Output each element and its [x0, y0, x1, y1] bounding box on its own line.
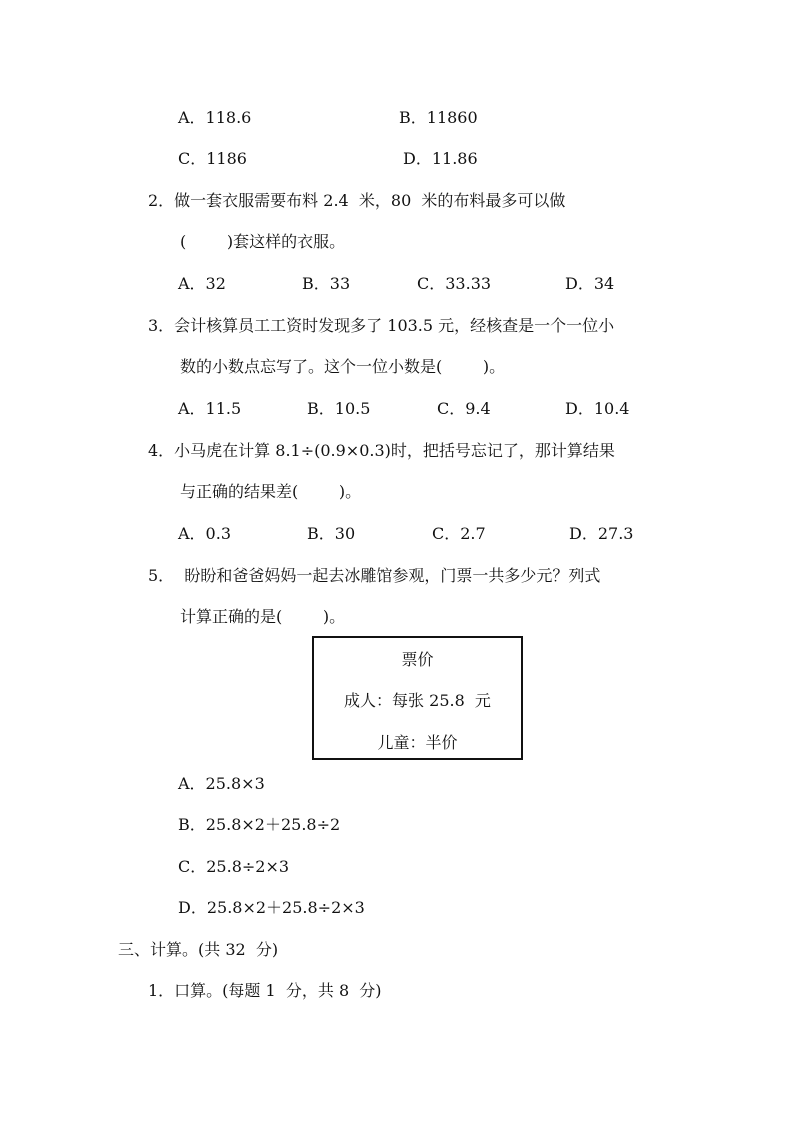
q4-option-b: B．30	[307, 524, 356, 543]
q2-option-c: C．33.33	[417, 274, 492, 293]
q3-option-b: B．10.5	[307, 399, 371, 418]
ticket-child-price: 儿童：半价	[377, 733, 458, 752]
q3-option-a: A．11.5	[178, 399, 242, 418]
q2-text-line1: 2．做一套衣服需要布料 2.4 米，80 米的布料最多可以做	[148, 191, 566, 210]
section-3-heading: 三、计算。(共 32 分)	[118, 940, 279, 959]
q3-option-d: D．10.4	[565, 399, 630, 418]
q5-text-line2: 计算正确的是( )。	[180, 607, 346, 626]
q2-option-a: A．32	[178, 274, 226, 293]
q5-option-b: B．25.8×2＋25.8÷2	[178, 815, 341, 834]
q4-option-d: D．27.3	[569, 524, 634, 543]
q3-text-line1: 3．会计核算员工工资时发现多了 103.5 元，经核查是一个一位小	[148, 316, 615, 335]
q2-option-b: B．33	[302, 274, 351, 293]
q2-text-line2: ( )套这样的衣服。	[180, 232, 346, 251]
ticket-price-box	[312, 636, 523, 760]
ticket-adult-price: 成人：每张 25.8 元	[344, 691, 491, 710]
q1-option-a: A．118.6	[178, 108, 252, 127]
q4-text-line1: 4．小马虎在计算 8.1÷(0.9×0.3)时，把括号忘记了，那计算结果	[148, 441, 615, 460]
q5-text-line1: 5． 盼盼和爸爸妈妈一起去冰雕馆参观，门票一共多少元？列式	[148, 566, 601, 585]
q1-option-d: D．11.86	[403, 149, 478, 168]
q4-option-a: A．0.3	[178, 524, 232, 543]
q1-option-c: C．1186	[178, 149, 247, 168]
q4-option-c: C．2.7	[432, 524, 486, 543]
q2-option-d: D．34	[565, 274, 615, 293]
q3-option-c: C．9.4	[437, 399, 491, 418]
q5-option-a: A．25.8×3	[178, 774, 265, 793]
q5-option-d: D．25.8×2＋25.8÷2×3	[178, 898, 365, 917]
q5-option-c: C．25.8÷2×3	[178, 857, 290, 876]
q1-option-b: B．11860	[399, 108, 478, 127]
q4-text-line2: 与正确的结果差( )。	[180, 482, 362, 501]
ticket-title: 票价	[401, 650, 434, 669]
q3-text-line2: 数的小数点忘写了。这个一位小数是( )。	[180, 357, 506, 376]
section-3-subheading-1: 1．口算。(每题 1 分，共 8 分)	[148, 981, 382, 1000]
